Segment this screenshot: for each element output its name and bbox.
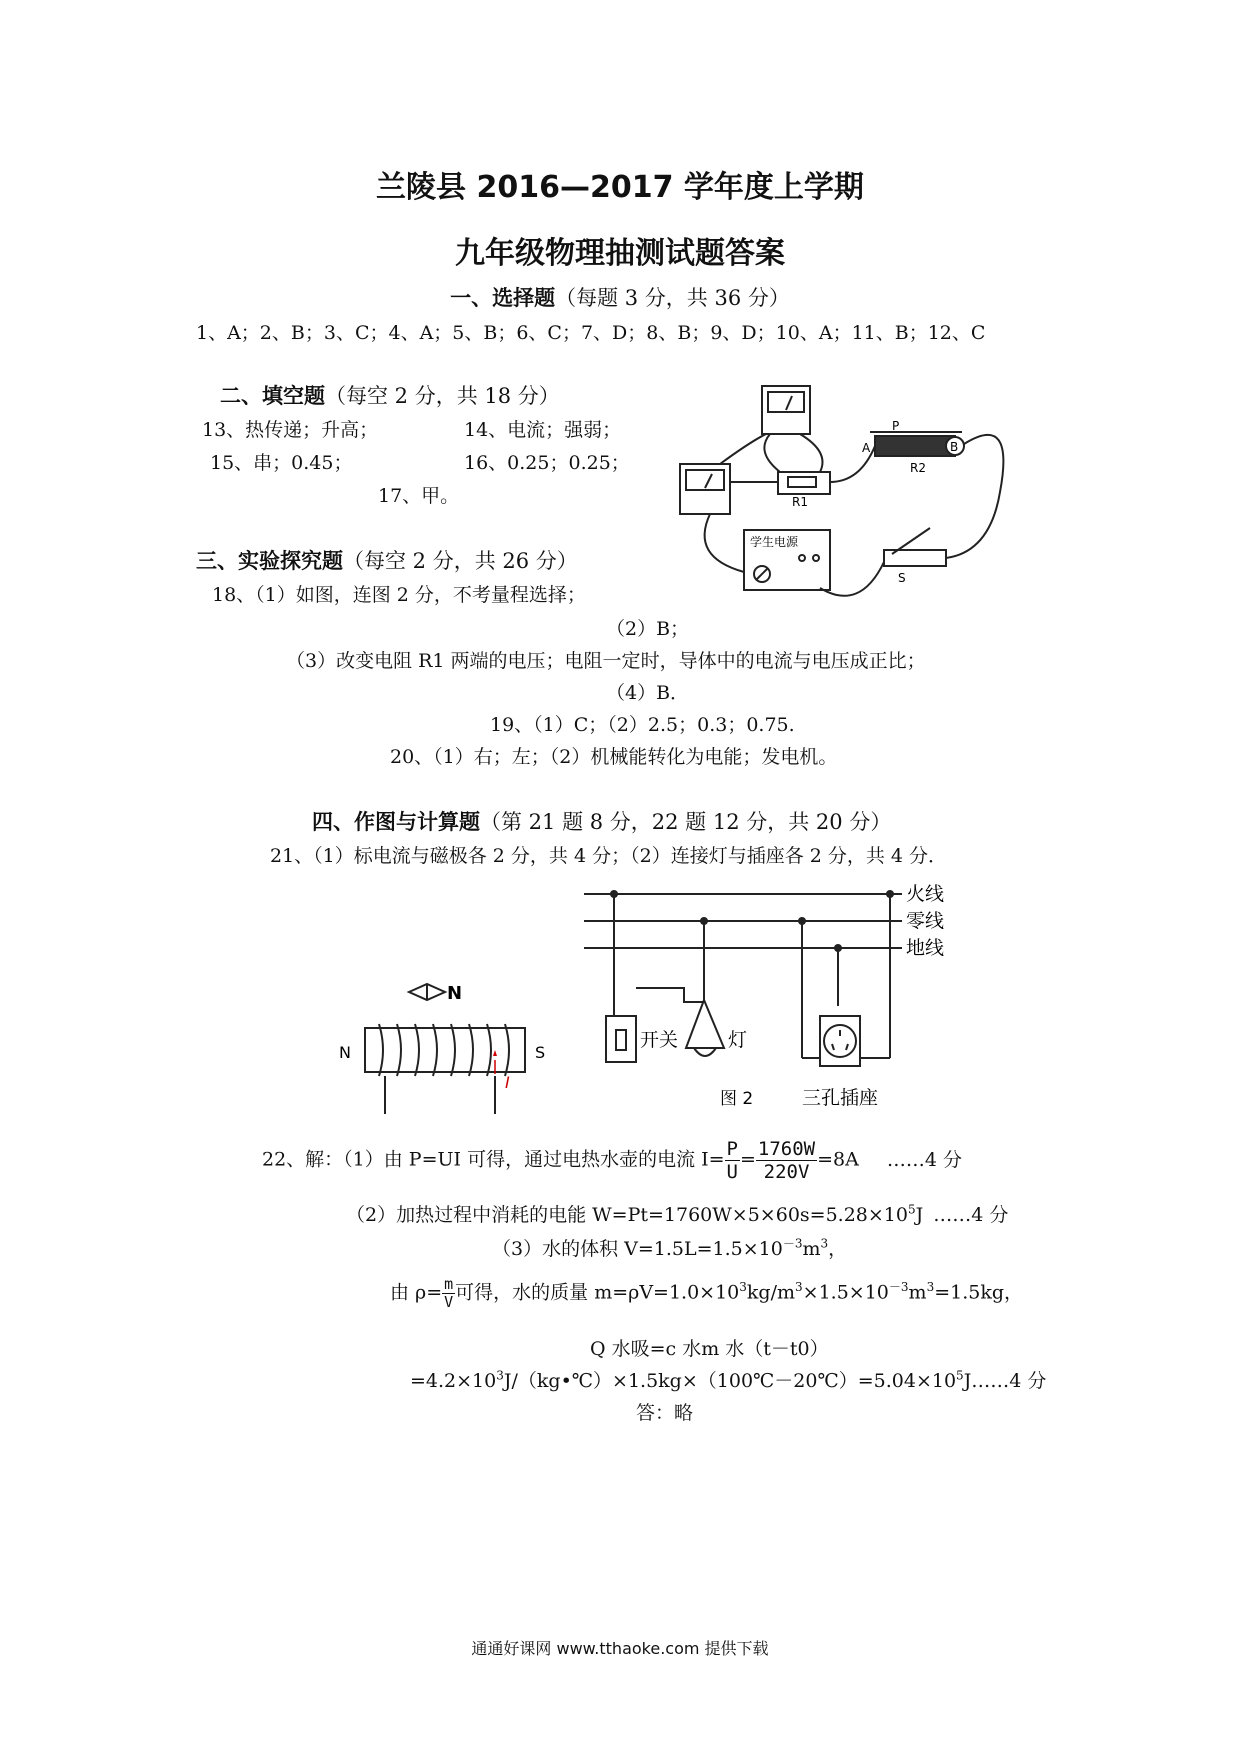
section-2-note: （每空 2 分，共 18 分） [325,384,560,408]
fraction-m-over-v [442,1276,455,1311]
label-switch: 开关 [640,1029,679,1051]
fraction-num: m [444,1275,454,1293]
section-4-note: （第 21 题 8 分，22 题 12 分，共 20 分） [480,810,892,834]
q22-l4-e2: 3 [795,1280,803,1295]
q22-l2-score: ……4 分 [933,1204,1009,1226]
q22-l3-end: ， [828,1238,848,1260]
fraction-num: 1760W [757,1138,816,1160]
section-2-title: 二、填空题 [220,384,325,408]
q22-l4-b: 可得，水的质量 m=ρV=1.0×10 [455,1281,740,1304]
circuit-figure [670,382,1020,602]
fraction-den: 220V [763,1161,810,1183]
section-4-title: 四、作图与计算题 [312,810,480,834]
fraction-den: V [444,1293,454,1311]
section-1-note: （每题 3 分，共 36 分） [555,286,790,310]
q22-l2-unit: J [915,1204,924,1226]
power-label: 学生电源 [750,535,799,549]
section-1-heading [0,282,1240,312]
fraction-num: P [726,1138,738,1160]
section-1-answers: 1、A；2、B；3、C；4、A；5、B；6、C；7、D；8、B；9、D；10、A；11、B；12、C [196,322,986,344]
section-3-note: （每空 2 分，共 26 分） [343,549,578,573]
lamp-icon [686,1000,724,1048]
answer-21: 21、（1）标电流与磁极各 2 分，共 4 分；（2）连接灯与插座各 2 分，共 4 分． [270,845,948,867]
fraction-1760-over-220 [756,1138,817,1183]
q22-l4-d: ×1.5×10 [802,1281,889,1304]
label-s-pole: S [535,1043,546,1062]
label-p: P [892,419,900,433]
q22-l6-b: J/（kg•℃）×1.5kg×（100℃－20℃）=5.04×10 [503,1370,957,1392]
label-ground: 地线 [906,937,945,959]
fraction-den: U [726,1161,738,1183]
q22-l4-text: 由 ρ= [390,1281,443,1304]
page-title: 兰陵县 2016—2017 学年度上学期 [376,170,864,205]
q22-line-2 [346,1200,1008,1227]
q22-l3-exp: －3 [782,1236,803,1251]
q22-line-5: Q 水吸=c 水m 水（t－t0） [590,1338,829,1360]
footer: 通通好课网 www.tthaoke.com 提供下载 [471,1639,769,1658]
section-1-title: 一、选择题 [450,286,556,310]
label-fire: 火线 [906,883,945,905]
answer-19: 19、（1）C；（2）2.5；0.3；0.75. [490,714,795,736]
q22-line-7: 答：略 [636,1402,694,1424]
answer-15: 15、串；0.45； [210,452,353,474]
switch-icon [606,1016,636,1062]
q22-l4-e3: －3 [888,1280,909,1295]
answer-16: 16、0.25；0.25； [464,452,630,474]
section-2-heading [220,380,560,410]
page-subtitle: 九年级物理抽测试题答案 [455,236,785,271]
q22-l6-a: =4.2×10 [410,1370,497,1392]
section-3-heading [196,545,578,575]
q22-l3-text: （3）水的体积 V=1.5L=1.5×10 [492,1238,783,1260]
label-r1: R1 [792,495,808,509]
q22-l4-f: m [908,1281,927,1304]
label-s: S [898,571,906,585]
answer-18-2: （2）B； [606,618,690,640]
answer-18-1: 18、（1）如图，连图 2 分，不考量程选择； [212,584,586,606]
q22-l4-e1: 3 [739,1280,747,1295]
rheostat-r2-icon [875,436,955,456]
q22-l6-e2: 5 [956,1368,964,1383]
q22-l1-result: =8A [817,1148,859,1171]
label-n-top: N [447,983,463,1004]
label-fig: 图 2 [720,1089,754,1109]
label-n: N [339,1043,351,1062]
fraction-p-over-u [725,1138,740,1183]
answer-20: 20、（1）右；左；（2）机械能转化为电能；发电机。 [390,746,838,768]
q22-l6-e1: 3 [496,1368,504,1383]
current-arrow-icon [493,1050,497,1056]
socket-icon [820,1016,860,1066]
label-r2: R2 [910,461,926,475]
solenoid-core [365,1028,525,1072]
q22-l3-exp2: 3 [820,1236,829,1251]
q22-l4-c: kg/m [746,1281,796,1304]
q22-line-1 [262,1138,962,1183]
answer-13: 13、热传递；升高； [202,419,379,441]
label-lamp: 灯 [728,1029,748,1051]
q22-line-4 [390,1276,1023,1311]
q22-line-3 [492,1234,847,1261]
q22-l4-g: =1.5kg， [934,1281,1024,1304]
resistor-r1-icon [778,472,830,494]
section-4-heading [312,806,891,836]
label-a: A [862,441,871,455]
answer-18-3: （3）改变电阻 R1 两端的电压；电阻一定时，导体中的电流与电压成正比； [286,650,926,672]
q22-l3-unit: m [802,1238,821,1260]
q22-l2-text: （2）加热过程中消耗的电能 W=Pt=1760W×5×60s=5.28×10 [346,1204,908,1226]
label-socket: 三孔插座 [802,1087,879,1109]
solenoid-figure [335,980,565,1120]
answer-17: 17、甲。 [378,485,460,507]
label-i: I [505,1073,510,1092]
answer-14: 14、电流；强弱； [464,419,622,441]
label-b: B [950,440,959,454]
q22-l4-e4: 3 [926,1280,935,1295]
label-neutral: 零线 [906,910,945,932]
solenoid-coil [379,1024,509,1076]
q22-equals: = [740,1148,756,1171]
q22-l2-exp: 5 [907,1202,916,1217]
q22-l6-c: J……4 分 [963,1370,1047,1392]
wiring-figure [580,878,960,1114]
answer-18-4: （4）B． [606,682,690,704]
q22-l1-text: 22、解：（1）由 P=UI 可得，通过电热水壶的电流 I= [262,1148,725,1171]
section-3-title: 三、实验探究题 [196,549,343,573]
q22-line-6 [410,1366,1046,1393]
q22-l1-score: ……4 分 [886,1148,962,1171]
